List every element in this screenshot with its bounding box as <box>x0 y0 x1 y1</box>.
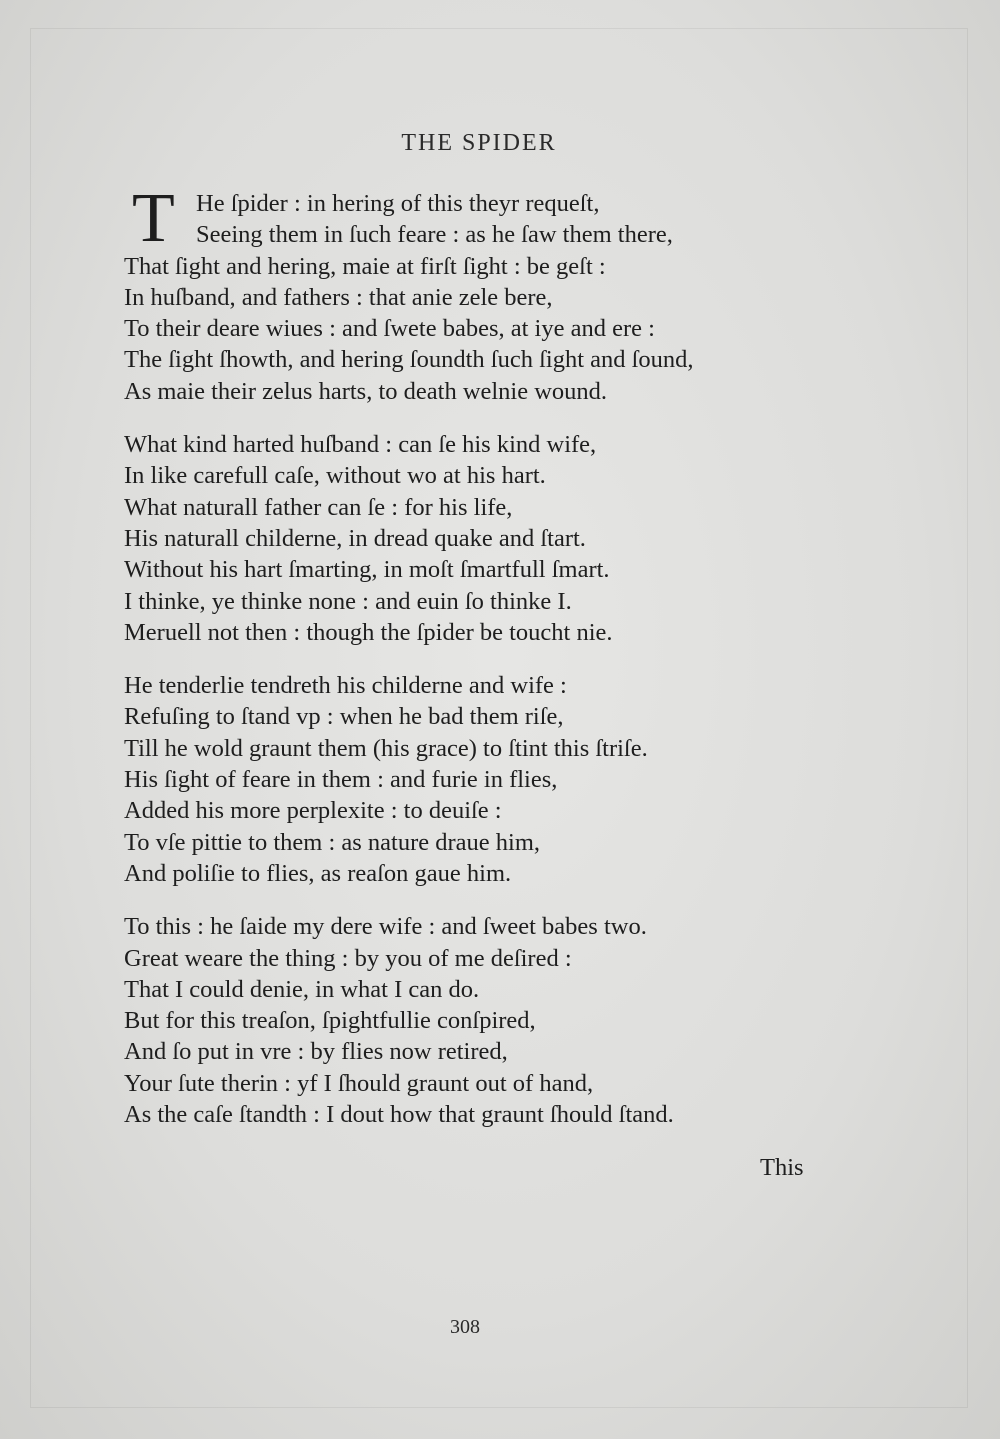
poem-line: His ſight of feare in them : and furie in flies, <box>124 766 558 794</box>
poem-line: To vſe pittie to them : as nature draue him, <box>124 828 541 856</box>
poem-line: Added his more perplexite : to deuiſe : <box>124 797 502 825</box>
poem-line: In huſband, and fathers : that anie zele bere, <box>124 283 553 311</box>
poem-line: I thinke, ye thinke none : and euin ſo thinke I. <box>124 587 572 615</box>
poem-line: But for this treaſon, ſpightfullie conſpired, <box>124 1007 536 1035</box>
poem-line: Meruell not then : though the ſpider be toucht nie. <box>124 618 613 646</box>
poem-line: Seeing them in ſuch feare : as he ſaw them there, <box>196 221 673 249</box>
stanza-3 <box>124 670 844 889</box>
page-number: 308 <box>450 1316 480 1338</box>
poem-line: What kind harted huſband : can ſe his kind wife, <box>124 431 597 459</box>
stanza-1 <box>124 180 844 407</box>
page-title: THE SPIDER <box>401 130 557 156</box>
poem-line: To their deare wiues : and ſwete babes, at iye and ere : <box>124 315 655 343</box>
poem-line: Till he wold graunt them (his grace) to ſtint this ſtriſe. <box>124 734 648 762</box>
poem-line: His naturall childerne, in dread quake and ſtart. <box>124 524 586 552</box>
poem-line: And ſo put in vre : by flies now retired, <box>124 1038 508 1066</box>
poem-line: And poliſie to flies, as reaſon gaue him. <box>124 859 512 887</box>
poem-line: That I could denie, in what I can do. <box>124 975 480 1003</box>
catchword: This <box>760 1154 804 1181</box>
poem-line: Refuſing to ſtand vp : when he bad them riſe, <box>124 703 564 731</box>
poem-line: Your ſute therin : yf I ſhould graunt out of hand, <box>124 1069 594 1097</box>
poem-line: Without his hart ſmarting, in moſt ſmartfull ſmart. <box>124 556 610 584</box>
poem-line: What naturall father can ſe : for his life, <box>124 493 513 521</box>
poem-line: He tenderlie tendreth his childerne and wife : <box>124 672 567 700</box>
poem-line: He ſpider : in hering of this theyr requeſt, <box>196 190 600 217</box>
poem-line: Great weare the thing : by you of me deſired : <box>124 944 572 972</box>
drop-cap: T <box>132 180 175 257</box>
stanza-4 <box>124 911 844 1130</box>
poem-line: As the caſe ſtandth : I dout how that graunt ſhould ſtand. <box>124 1101 674 1129</box>
poem-line: As maie their zelus harts, to death welnie wound. <box>124 377 608 405</box>
poem-line: To this : he ſaide my dere wife : and ſweet babes two. <box>124 913 647 941</box>
poem-line: The ſight ſhowth, and hering ſoundth ſuch ſight and ſound, <box>124 346 694 374</box>
stanza-2 <box>124 429 844 648</box>
poem-body <box>124 180 844 1152</box>
poem-line: That ſight and hering, maie at firſt ſight : be geſt : <box>124 252 606 280</box>
poem-line: In like carefull caſe, without wo at his hart. <box>124 462 546 490</box>
